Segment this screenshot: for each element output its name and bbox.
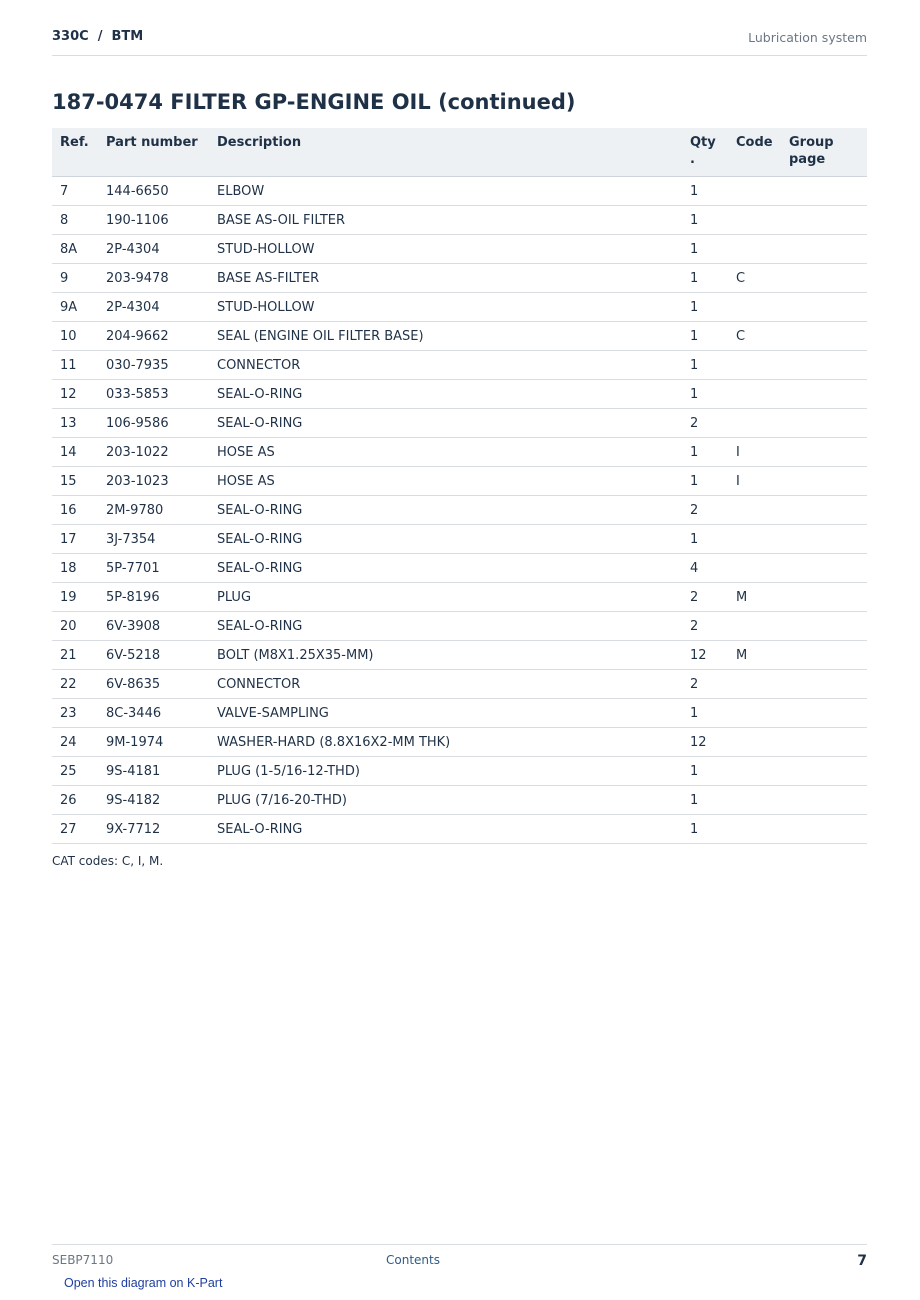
col-part-number: Part number <box>98 128 209 177</box>
page-title <box>52 90 576 114</box>
cell-group-page <box>781 235 867 264</box>
cell-description: SEAL-O-RING <box>209 496 682 525</box>
cell-group-page <box>781 177 867 206</box>
cell-group-page <box>781 815 867 844</box>
cell-group-page <box>781 409 867 438</box>
cell-description: WASHER-HARD (8.8X16X2-MM THK) <box>209 728 682 757</box>
cell-group-page <box>781 612 867 641</box>
table-row <box>52 322 867 351</box>
cell-description: STUD-HOLLOW <box>209 235 682 264</box>
table-row <box>52 264 867 293</box>
cell-code <box>728 554 781 583</box>
cell-part-number: 6V-3908 <box>98 612 209 641</box>
cell-group-page <box>781 264 867 293</box>
cell-qty: 1 <box>682 815 728 844</box>
table-row <box>52 409 867 438</box>
cell-qty: 12 <box>682 641 728 670</box>
cell-code: I <box>728 438 781 467</box>
cell-group-page <box>781 786 867 815</box>
cell-qty: 1 <box>682 757 728 786</box>
document-id: SEBP7110 <box>52 1253 114 1267</box>
cell-ref: 9A <box>52 293 98 322</box>
table-row <box>52 670 867 699</box>
parts-table-body <box>52 177 867 844</box>
table-row <box>52 554 867 583</box>
parts-table <box>52 128 867 844</box>
cell-description: HOSE AS <box>209 467 682 496</box>
col-qty-line1: Qty <box>690 135 716 150</box>
cell-group-page <box>781 525 867 554</box>
cell-qty: 1 <box>682 293 728 322</box>
cell-code <box>728 380 781 409</box>
cat-codes-note: CAT codes: C, I, M. <box>52 854 164 868</box>
table-row <box>52 351 867 380</box>
col-code: Code <box>728 128 781 177</box>
cell-group-page <box>781 438 867 467</box>
contents-link[interactable]: Contents <box>386 1253 440 1267</box>
cell-part-number: 2P-4304 <box>98 293 209 322</box>
cell-ref: 24 <box>52 728 98 757</box>
cell-part-number: 144-6650 <box>98 177 209 206</box>
cell-description: ELBOW <box>209 177 682 206</box>
cell-ref: 9 <box>52 264 98 293</box>
cell-code <box>728 293 781 322</box>
table-row <box>52 699 867 728</box>
cell-description: SEAL (ENGINE OIL FILTER BASE) <box>209 322 682 351</box>
cell-ref: 25 <box>52 757 98 786</box>
cell-code <box>728 699 781 728</box>
cell-part-number: 6V-5218 <box>98 641 209 670</box>
cell-ref: 20 <box>52 612 98 641</box>
cell-part-number: 9M-1974 <box>98 728 209 757</box>
cell-part-number: 9X-7712 <box>98 815 209 844</box>
cell-group-page <box>781 728 867 757</box>
cell-group-page <box>781 322 867 351</box>
cell-qty: 1 <box>682 438 728 467</box>
cell-code <box>728 786 781 815</box>
table-row <box>52 757 867 786</box>
cell-group-page <box>781 467 867 496</box>
cell-group-page <box>781 351 867 380</box>
cell-qty: 1 <box>682 380 728 409</box>
cell-description: SEAL-O-RING <box>209 815 682 844</box>
table-row <box>52 380 867 409</box>
cell-code <box>728 206 781 235</box>
cell-ref: 19 <box>52 583 98 612</box>
cell-ref: 18 <box>52 554 98 583</box>
cell-qty: 12 <box>682 728 728 757</box>
cell-part-number: 5P-8196 <box>98 583 209 612</box>
cell-description: STUD-HOLLOW <box>209 293 682 322</box>
group-title: 187-0474 FILTER GP-ENGINE OIL <box>52 90 431 114</box>
table-row <box>52 786 867 815</box>
table-row <box>52 728 867 757</box>
cell-code: C <box>728 322 781 351</box>
cell-code: C <box>728 264 781 293</box>
cell-part-number: 5P-7701 <box>98 554 209 583</box>
cell-part-number: 033-5853 <box>98 380 209 409</box>
cell-code <box>728 612 781 641</box>
cell-qty: 2 <box>682 612 728 641</box>
cell-code <box>728 728 781 757</box>
cell-group-page <box>781 554 867 583</box>
machine-model: 330C / BTM <box>52 29 144 44</box>
cell-description: PLUG (7/16-20-THD) <box>209 786 682 815</box>
cell-description: VALVE-SAMPLING <box>209 699 682 728</box>
col-ref: Ref. <box>52 128 98 177</box>
col-qty-line2: . <box>690 152 695 167</box>
col-group-page <box>781 128 867 177</box>
col-description: Description <box>209 128 682 177</box>
cell-group-page <box>781 670 867 699</box>
cell-part-number: 106-9586 <box>98 409 209 438</box>
cell-qty: 1 <box>682 264 728 293</box>
col-group-line2: page <box>789 152 826 167</box>
cell-part-number: 030-7935 <box>98 351 209 380</box>
page-footer <box>52 1244 867 1268</box>
table-row <box>52 467 867 496</box>
cell-ref: 13 <box>52 409 98 438</box>
cell-ref: 10 <box>52 322 98 351</box>
table-row <box>52 438 867 467</box>
cell-description: SEAL-O-RING <box>209 612 682 641</box>
table-row <box>52 235 867 264</box>
cell-description: PLUG (1-5/16-12-THD) <box>209 757 682 786</box>
cell-description: BASE AS-FILTER <box>209 264 682 293</box>
title-suffix: (continued) <box>438 90 576 114</box>
cell-code: M <box>728 641 781 670</box>
cell-qty: 1 <box>682 235 728 264</box>
cell-ref: 11 <box>52 351 98 380</box>
cell-code: M <box>728 583 781 612</box>
cell-qty: 1 <box>682 351 728 380</box>
cell-qty: 4 <box>682 554 728 583</box>
cell-code: I <box>728 467 781 496</box>
table-row <box>52 293 867 322</box>
table-row <box>52 525 867 554</box>
cell-part-number: 203-9478 <box>98 264 209 293</box>
cell-ref: 22 <box>52 670 98 699</box>
cell-description: CONNECTOR <box>209 351 682 380</box>
table-row <box>52 496 867 525</box>
table-row <box>52 612 867 641</box>
cell-qty: 1 <box>682 699 728 728</box>
cell-qty: 2 <box>682 583 728 612</box>
table-row <box>52 583 867 612</box>
cell-ref: 27 <box>52 815 98 844</box>
page-header <box>52 28 867 56</box>
cell-code <box>728 177 781 206</box>
page-number: 7 <box>857 1253 867 1269</box>
cell-ref: 26 <box>52 786 98 815</box>
cell-part-number: 3J-7354 <box>98 525 209 554</box>
cell-part-number: 2P-4304 <box>98 235 209 264</box>
cell-ref: 8 <box>52 206 98 235</box>
cell-code <box>728 351 781 380</box>
cell-description: HOSE AS <box>209 438 682 467</box>
cell-group-page <box>781 757 867 786</box>
open-kpart-link[interactable]: Open this diagram on K-Part <box>64 1276 223 1290</box>
cell-description: SEAL-O-RING <box>209 409 682 438</box>
cell-code <box>728 670 781 699</box>
cell-code <box>728 496 781 525</box>
cell-part-number: 8C-3446 <box>98 699 209 728</box>
cell-description: BASE AS-OIL FILTER <box>209 206 682 235</box>
cell-description: SEAL-O-RING <box>209 380 682 409</box>
cell-group-page <box>781 583 867 612</box>
cell-ref: 21 <box>52 641 98 670</box>
cell-qty: 1 <box>682 322 728 351</box>
cell-part-number: 9S-4182 <box>98 786 209 815</box>
table-row <box>52 641 867 670</box>
cell-part-number: 204-9662 <box>98 322 209 351</box>
cell-part-number: 2M-9780 <box>98 496 209 525</box>
cell-description: SEAL-O-RING <box>209 525 682 554</box>
table-row <box>52 206 867 235</box>
cell-part-number: 6V-8635 <box>98 670 209 699</box>
cell-group-page <box>781 206 867 235</box>
cell-ref: 8A <box>52 235 98 264</box>
cell-qty: 2 <box>682 496 728 525</box>
table-header-row <box>52 128 867 177</box>
section-name: Lubrication system <box>748 30 867 45</box>
cell-ref: 23 <box>52 699 98 728</box>
cell-ref: 15 <box>52 467 98 496</box>
cell-code <box>728 815 781 844</box>
cell-part-number: 203-1022 <box>98 438 209 467</box>
cell-group-page <box>781 699 867 728</box>
cell-qty: 1 <box>682 525 728 554</box>
col-group-line1: Group <box>789 135 834 150</box>
cell-group-page <box>781 293 867 322</box>
cell-part-number: 190-1106 <box>98 206 209 235</box>
cell-ref: 16 <box>52 496 98 525</box>
cell-group-page <box>781 641 867 670</box>
cell-code <box>728 757 781 786</box>
cell-group-page <box>781 496 867 525</box>
cell-qty: 1 <box>682 206 728 235</box>
table-row <box>52 177 867 206</box>
cell-ref: 7 <box>52 177 98 206</box>
cell-description: BOLT (M8X1.25X35-MM) <box>209 641 682 670</box>
cell-description: PLUG <box>209 583 682 612</box>
cell-ref: 17 <box>52 525 98 554</box>
cell-code <box>728 235 781 264</box>
cell-qty: 2 <box>682 670 728 699</box>
cell-ref: 14 <box>52 438 98 467</box>
cell-description: CONNECTOR <box>209 670 682 699</box>
cell-group-page <box>781 380 867 409</box>
col-qty <box>682 128 728 177</box>
cell-qty: 2 <box>682 409 728 438</box>
cell-code <box>728 409 781 438</box>
cell-part-number: 9S-4181 <box>98 757 209 786</box>
table-row <box>52 815 867 844</box>
cell-part-number: 203-1023 <box>98 467 209 496</box>
cell-qty: 1 <box>682 177 728 206</box>
cell-description: SEAL-O-RING <box>209 554 682 583</box>
cell-qty: 1 <box>682 786 728 815</box>
cell-code <box>728 525 781 554</box>
cell-qty: 1 <box>682 467 728 496</box>
cell-ref: 12 <box>52 380 98 409</box>
